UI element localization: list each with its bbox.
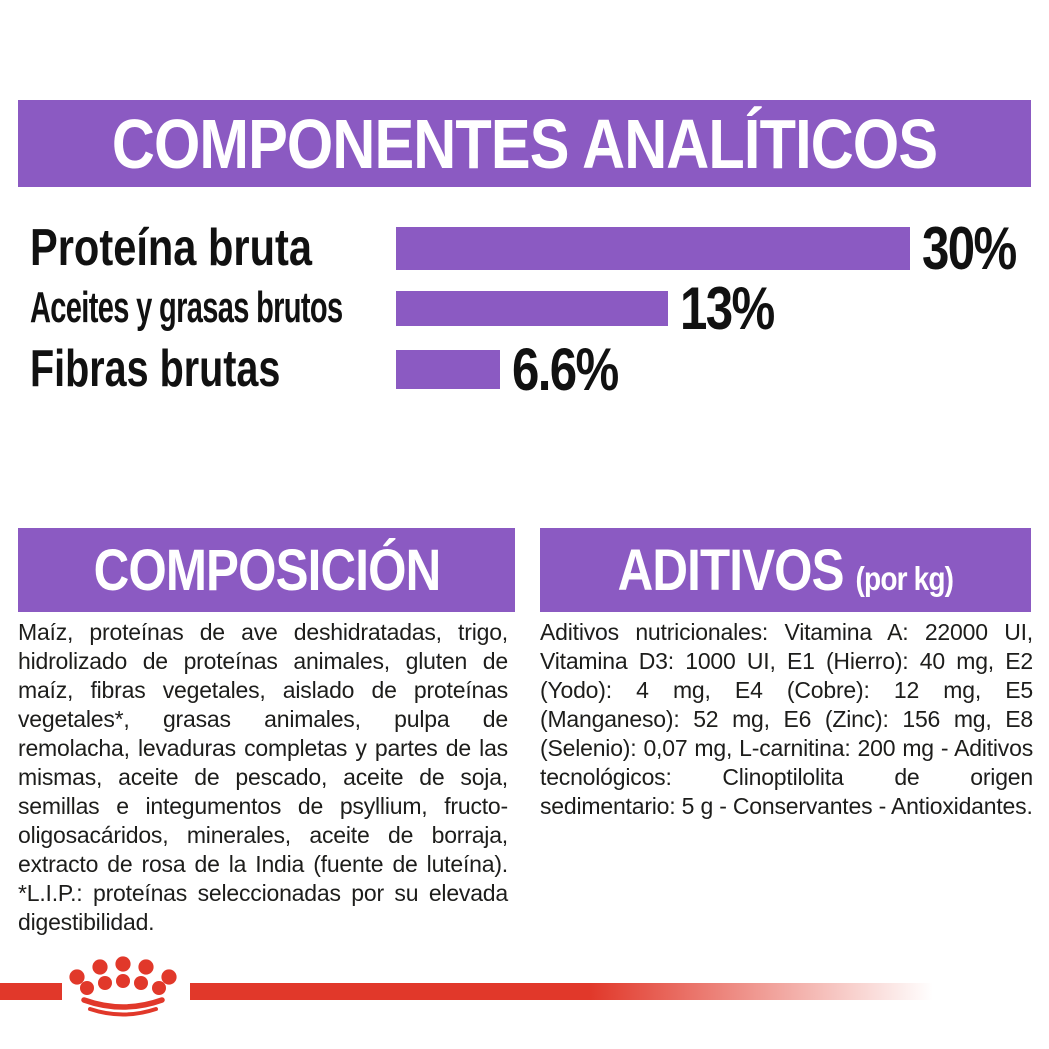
aditivos-banner bbox=[540, 528, 1031, 612]
red-rule-right-fading bbox=[190, 983, 989, 1000]
aditivos-title: ADITIVOS bbox=[617, 537, 844, 603]
chart-row-fibras-brutas bbox=[30, 335, 641, 403]
aditivos-body-text: Aditivos nutricionales: Vitamina A: 22000 UI, Vitamina D3: 1000 UI, E1 (Hierro): 40 mg, E2 (Yodo): 4 mg, E4 (Cobre): 12 mg, E5 (Manganeso): 52 mg, E6 (Zinc): 156 mg, E8 (Selenio): 0,07 mg, L-carnitina: 200 mg - Aditivos tecnológicos: Clinoptilolita de origen sedimentario: 5 g - Conservantes - Antioxidantes. bbox=[540, 619, 1033, 819]
bar-value-aceites-grasas: 13% bbox=[680, 274, 774, 342]
bar-value-fibras-brutas: 6.6% bbox=[512, 335, 618, 403]
aditivos-title-suffix: (por kg) bbox=[855, 559, 954, 597]
chart-row-proteina-bruta bbox=[30, 214, 1036, 282]
bar-value-proteina-bruta: 30% bbox=[922, 214, 1016, 282]
bar-label-fibras-brutas: Fibras brutas bbox=[30, 340, 281, 398]
bar-fibras-brutas bbox=[396, 350, 500, 389]
componentes-analiticos-banner bbox=[18, 100, 1031, 187]
bar-label-proteina-bruta: Proteína bruta bbox=[30, 219, 312, 277]
aditivos-title-group bbox=[618, 537, 954, 604]
composicion-body-text: Maíz, proteínas de ave deshidratadas, trigo, hidrolizado de proteínas animales, gluten de maíz, fibras vegetales, aislado de proteínas vegetales*, grasas animales, pulpa de remolacha, levaduras completas y partes de las mismas, aceite de pescado, aceite de soja, semillas e integumentos de psyllium, fructo-oligosacáridos, minerales, aceite de borraja, extracto de rosa de la India (fuente de luteína). *L.I.P.: proteínas seleccionadas por su elevada digestibilidad. bbox=[18, 619, 508, 935]
bar-label-aceites-grasas: Aceites y grasas brutos bbox=[30, 283, 343, 332]
composicion-title: COMPOSICIÓN bbox=[93, 537, 440, 603]
bar-proteina-bruta bbox=[396, 227, 910, 270]
chart-row-aceites-grasas bbox=[30, 274, 794, 342]
red-rule-left bbox=[0, 983, 62, 1000]
componentes-analiticos-title: COMPONENTES ANALÍTICOS bbox=[111, 104, 938, 183]
bar-aceites-grasas bbox=[396, 291, 668, 326]
royal-canin-crown-icon bbox=[61, 946, 187, 1024]
composicion-banner bbox=[18, 528, 515, 612]
